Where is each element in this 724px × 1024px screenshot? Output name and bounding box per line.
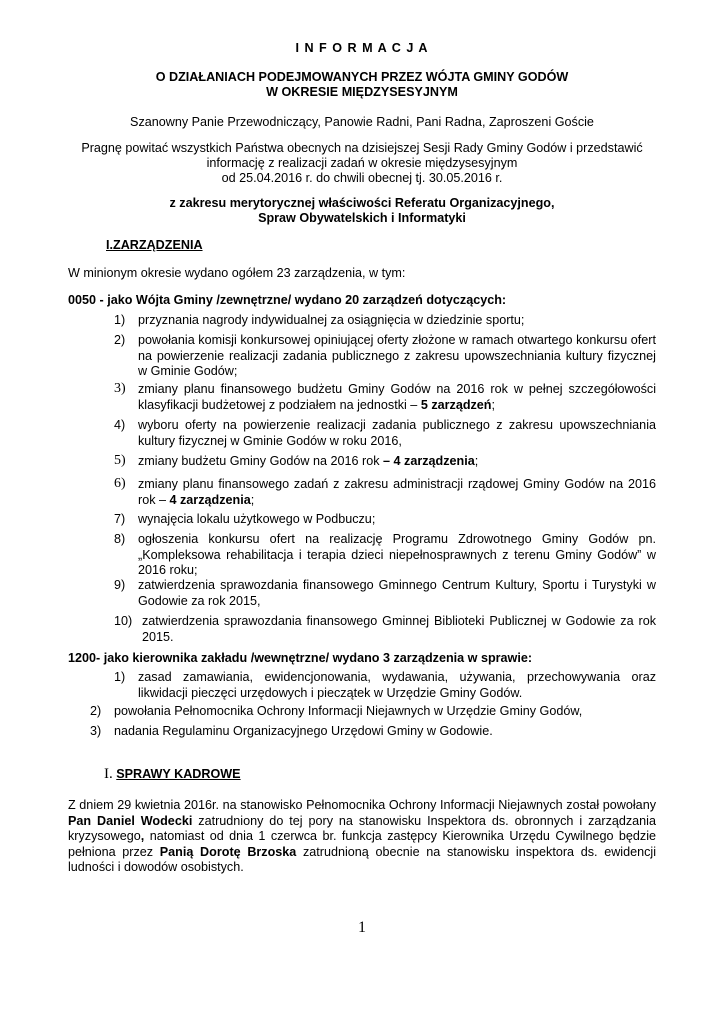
group-1-heading: 0050 - jako Wójta Gminy /zewnętrzne/ wydano 20 zarządzeń dotyczących: [68, 293, 507, 307]
list-item-text: zatwierdzenia sprawozdania finansowego Gminnego Centrum Kultury, Sportu i Turystyki w Godowie za rok 2015, [138, 578, 656, 608]
document-subtitle-2: W OKRESIE MIĘDZYSESYJNYM [266, 85, 458, 99]
list-item-text: nadania Regulaminu Organizacyjnego Urzędowi Gminy w Godowie. [114, 724, 493, 738]
list-item-number: 3) [90, 724, 102, 738]
list-item [114, 382, 656, 413]
list-item-text: ogłoszenia konkursu ofert na realizację Programu Zdrowotnego Gminy Godów pn. „Kompleksowa rehabilitacja i terapia dzieci niepełnosprawnych z terenu Gminy Godów” w 2016 roku; [138, 532, 656, 577]
list-item-text: zasad zamawiania, ewidencjonowania, wydawania, używania, przechowywania oraz likwidacji pieczęci urzędowych i pieczątek w Urzędzie Gminy Godów. [138, 670, 656, 700]
list-item-number: 2) [114, 333, 126, 347]
list-item [114, 477, 656, 508]
list-item-text: powołania komisji konkursowej opiniującej oferty złożone w ramach otwartego konkursu ofert na powierzenie realizacji zadania publicznego z zakresu upowszechniania kultury fizycznej w Gminie Godów; [138, 333, 656, 378]
group-2-heading: 1200- jako kierownika zakładu /wewnętrzne/ wydano 3 zarządzenia w sprawie: [68, 651, 533, 665]
list-item-number: 6) [114, 476, 126, 491]
section-2-paragraph: Z dniem 29 kwietnia 2016r. na stanowisko Pełnomocnika Ochrony Informacji Niejawnych został powołany Pan Daniel Wodecki zatrudniony do tej pory na stanowisku Inspektora ds. obronnych i zarządzania kryzysowego, natomiast od dnia 1 czerwca br. funkcja zastępcy Kierownika Urzędu Cywilnego będzie pełniona przez Panią Dorotę Brzoska zatrudnioną obecnie na stanowisku inspektora ds. ewidencji ludności i dowodów osobistych. [68, 798, 656, 874]
person-name: Pan Daniel Wodecki [68, 813, 193, 828]
list-item [90, 724, 656, 740]
list-item [114, 614, 656, 645]
intro-line-3: od 25.04.2016 r. do chwili obecnej tj. 30.05.2016 r. [221, 171, 503, 185]
list-item-text: wynajęcia lokalu użytkowego w Podbuczu; [138, 512, 376, 526]
scope-line-1: z zakresu merytorycznej właściwości Referatu Organizacyjnego, [169, 196, 555, 210]
list-item-number: 1) [114, 670, 126, 684]
scope-line-2: Spraw Obywatelskich i Informatyki [258, 211, 466, 225]
intro-line-2: informację z realizacji zadań w okresie międzysesyjnym [206, 156, 518, 170]
list-item [114, 670, 656, 701]
list-item [114, 418, 656, 449]
greeting: Szanowny Panie Przewodniczący, Panowie Radni, Pani Radna, Zaproszeni Goście [130, 115, 594, 129]
list-item [114, 532, 656, 579]
list-item-text: zmiany planu finansowego budżetu Gminy Godów na 2016 rok w pełnej szczegółowości klasyfikacji budżetowej z podziałem na jednostki – 5 zarządzeń; [138, 382, 656, 412]
list-item-number: 9) [114, 578, 126, 592]
document-title: I N F O R M A C J A [295, 41, 429, 55]
list-item [114, 333, 656, 380]
list-item-text: zmiany planu finansowego zadań z zakresu administracji rządowej Gminy Godów na 2016 rok – 4 zarządzenia; [138, 477, 656, 507]
list-item-emphasis: – 4 zarządzenia [383, 454, 475, 468]
list-item-number: 2) [90, 704, 102, 718]
list-item-number: 5) [114, 453, 126, 468]
list-item-number: 7) [114, 512, 126, 526]
list-item [114, 313, 656, 329]
list-item-emphasis: 5 zarządzeń [420, 397, 492, 412]
list-item-text: zmiany budżetu Gminy Godów na 2016 rok – 4 zarządzenia; [138, 454, 479, 468]
list-item [114, 578, 656, 609]
list-item [90, 704, 656, 720]
document-subtitle-1: O DZIAŁANIACH PODEJMOWANYCH PRZEZ WÓJTA GMINY GODÓW [155, 70, 569, 84]
list-item [114, 454, 656, 470]
list-item-emphasis: 4 zarządzenia [169, 492, 251, 507]
list-item [114, 512, 656, 528]
list-item-number: 4) [114, 418, 126, 432]
list-item-text: przyznania nagrody indywidualnej za osiągnięcia w dziedzinie sportu; [138, 313, 525, 327]
intro-line-1: Pragnę powitać wszystkich Państwa obecnych na dzisiejszej Sesji Rady Gminy Godów i przedstawić [81, 141, 643, 155]
section-2-numeral: I. [104, 766, 113, 782]
section-1-summary: W minionym okresie wydano ogółem 23 zarządzenia, w tym: [68, 266, 406, 280]
list-item-text: wyboru oferty na powierzenie realizacji zadania publicznego z zakresu upowszechniania kultury fizycznej w Gminie Godów w roku 2016, [138, 418, 656, 448]
list-item-text: zatwierdzenia sprawozdania finansowego Gminnej Biblioteki Publicznej w Godowie za rok 2015. [142, 614, 656, 644]
page-number: 1 [358, 919, 366, 936]
section-1-heading: I.ZARZĄDZENIA [106, 238, 203, 252]
list-item-number: 1) [114, 313, 126, 327]
list-item-number: 10) [114, 614, 133, 628]
list-item-number: 8) [114, 532, 126, 546]
list-item-text: powołania Pełnomocnika Ochrony Informacji Niejawnych w Urzędzie Gminy Godów, [114, 704, 583, 718]
person-name: Panią Dorotę Brzoska [159, 844, 297, 859]
section-2-title: SPRAWY KADROWE [116, 767, 241, 781]
list-item-number: 3) [114, 381, 126, 396]
section-2-heading [104, 766, 241, 783]
